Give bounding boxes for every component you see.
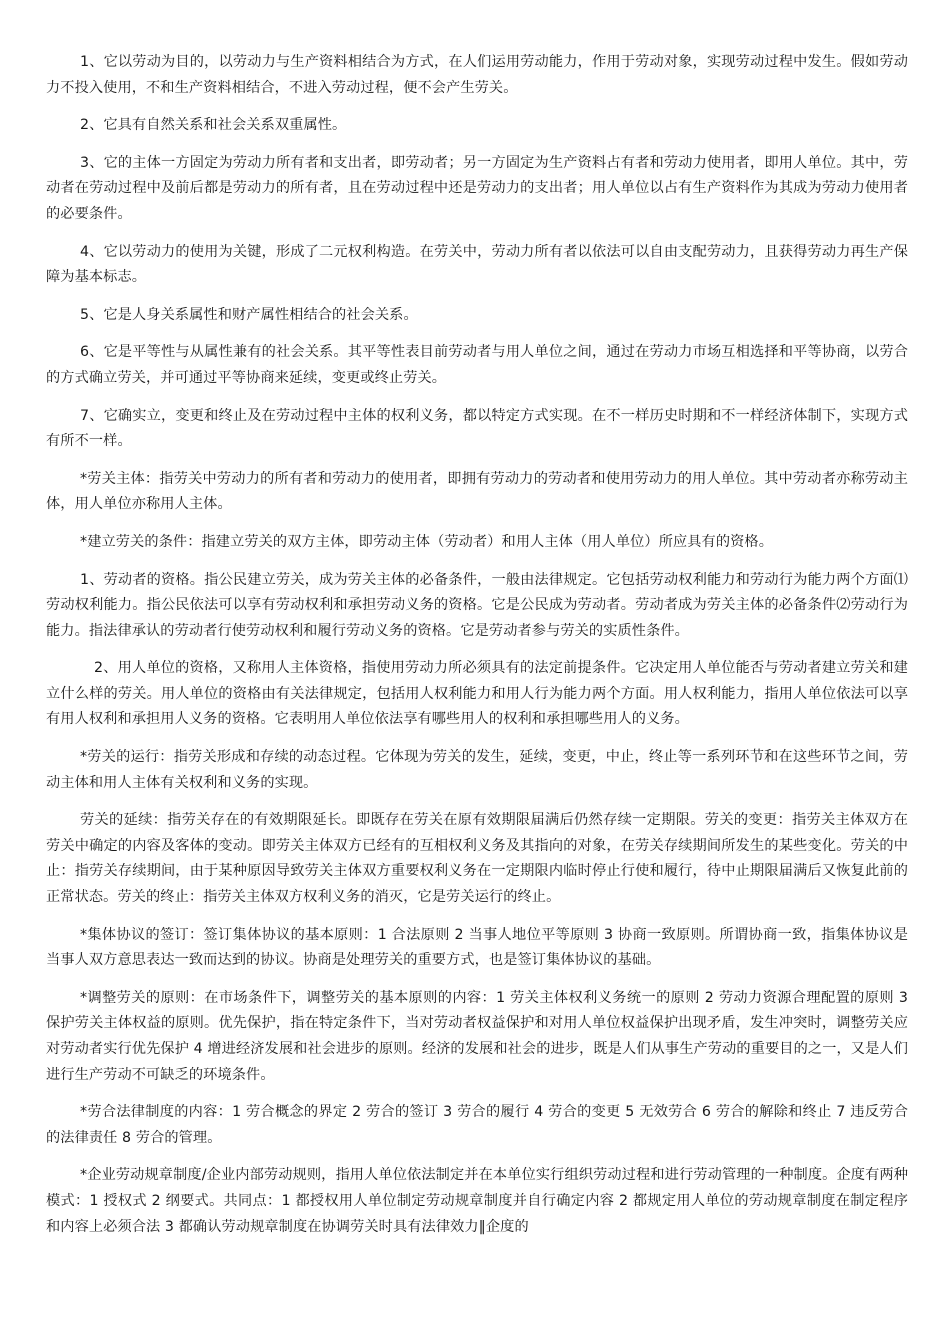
paragraph-labor-subject: *劳关主体：指劳关中劳动力的所有者和劳动力的使用者，即拥有劳动力的劳动者和使用劳动力的用人单位。其中劳动者亦称劳动主体，用人单位亦称用人主体。 [46,470,908,513]
paragraph-operation: *劳关的运行：指劳关形成和存续的动态过程。它体现为劳关的发生，延续，变更，中止，终止等一系列环节和在这些环节之间，劳动主体和用人主体有关权利和义务的实现。 [46,749,908,791]
document-page [46,50,908,1240]
paragraph-adjustment-principles: *调整劳关的原则：在市场条件下，调整劳关的基本原则的内容：1 劳关主体权利义务统一的原则 2 劳动力资源合理配置的原则 3 保护劳关主体权益的原则。优先保护，指在特定条件下，当对劳动者权益保护和对用人单位权益保护出现矛盾，发生冲突时，调整劳关应对劳动者实行优先保护 4 增进经济发展和社会进步的原则。经济的发展和社会的进步，既是人们从事生产劳动的重要目的之一，又是人们进行生产劳动不可缺乏的环境条件。 [46,989,908,1083]
paragraph-employer-qualification: 2、用人单位的资格，又称用人主体资格，指使用劳动力所必须具有的法定前提条件。它决定用人单位能否与劳动者建立劳关和建立什么样的劳关。用人单位的资格由有关法律规定，包括用人权利能力和用人行为能力两个方面。用人权利能力，指用人单位依法可以享有用人权利和承担用人义务的资格。它表明用人单位依法享有哪些用人的权利和承担哪些用人的义务。 [46,660,908,728]
paragraph-conditions: *建立劳关的条件：指建立劳关的双方主体，即劳动主体（劳动者）和用人主体（用人单位）所应具有的资格。 [80,533,773,550]
paragraph-6: 6、它是平等性与从属性兼有的社会关系。其平等性表目前劳动者与用人单位之间，通过在劳动力市场互相选择和平等协商，以劳合的方式确立劳关，并可通过平等协商来延续，变更或终止劳关。 [46,344,908,386]
paragraph-continuation: 劳关的延续：指劳关存在的有效期限延长。即既存在劳关在原有效期限届满后仍然存续一定期限。劳关的变更：指劳关主体双方在劳关中确定的内容及客体的变动。即劳关主体双方已经有的互相权利义务及其指向的对象，在劳关存续期间所发生的某些变化。劳关的中止：指劳关存续期间，由于某种原因导致劳关主体双方重要权利义务在一定期限内临时停止行使和履行，待中止期限届满后又恢复此前的正常状态。劳关的终止：指劳关主体双方权利义务的消灭，它是劳关运行的终止。 [46,812,908,906]
paragraph-3: 3、它的主体一方固定为劳动力所有者和支出者，即劳动者；另一方固定为生产资料占有者和劳动力使用者，即用人单位。其中，劳动者在劳动过程中及前后都是劳动力的所有者，且在劳动过程中还是劳动力的支出者；用人单位以占有生产资料作为其成为劳动力使用者的必要条件。 [46,154,908,222]
paragraph-4: 4、它以劳动力的使用为关键，形成了二元权利构造。在劳关中，劳动力所有者以依法可以自由支配劳动力，且获得劳动力再生产保障为基本标志。 [46,243,908,286]
paragraph-enterprise-rules: *企业劳动规章制度/企业内部劳动规则，指用人单位依法制定并在本单位实行组织劳动过程和进行劳动管理的一种制度。企度有两种模式：1 授权式 2 纲要式。共同点：1 都授权用人单位制定劳动规章制度并自行确定内容 2 都规定用人单位的劳动规章制度在制定程序和内容上必须合法 3 都确认劳动规章制度在协调劳关时具有法律效力‖企度的 [46,1167,908,1235]
paragraph-5: 5、它是人身关系属性和财产属性相结合的社会关系。 [80,306,418,323]
paragraph-7: 7、它确实立，变更和终止及在劳动过程中主体的权利义务，都以特定方式实现。在不一样历史时期和不一样经济体制下，实现方式有所不一样。 [46,407,908,450]
paragraph-1: 1、它以劳动为目的，以劳动力与生产资料相结合为方式，在人们运用劳动能力，作用于劳动对象，实现劳动过程中发生。假如劳动力不投入使用，不和生产资料相结合，不进入劳动过程，便不会产生劳关。 [46,54,908,96]
paragraph-collective-agreement: *集体协议的签订：签订集体协议的基本原则：1 合法原则 2 当事人地位平等原则 3 协商一致原则。所谓协商一致，指集体协议是当事人双方意思表达一致而达到的协议。协商是处理劳关的重要方式，也是签订集体协议的基础。 [46,926,908,969]
paragraph-contract-law: *劳合法律制度的内容：1 劳合概念的界定 2 劳合的签订 3 劳合的履行 4 劳合的变更 5 无效劳合 6 劳合的解除和终止 7 违反劳合的法律责任 8 劳合的管理。 [46,1104,908,1146]
paragraph-worker-qualification: 1、劳动者的资格。指公民建立劳关，成为劳关主体的必备条件，一般由法律规定。它包括劳动权利能力和劳动行为能力两个方面⑴劳动权利能力。指公民依法可以享有劳动权利和承担劳动义务的资格。它是公民成为劳动者。劳动者成为劳关主体的必备条件⑵劳动行为能力。指法律承认的劳动者行使劳动权利和履行劳动义务的资格。它是劳动者参与劳关的实质性条件。 [46,571,908,639]
paragraph-2: 2、它具有自然关系和社会关系双重属性。 [80,117,347,134]
